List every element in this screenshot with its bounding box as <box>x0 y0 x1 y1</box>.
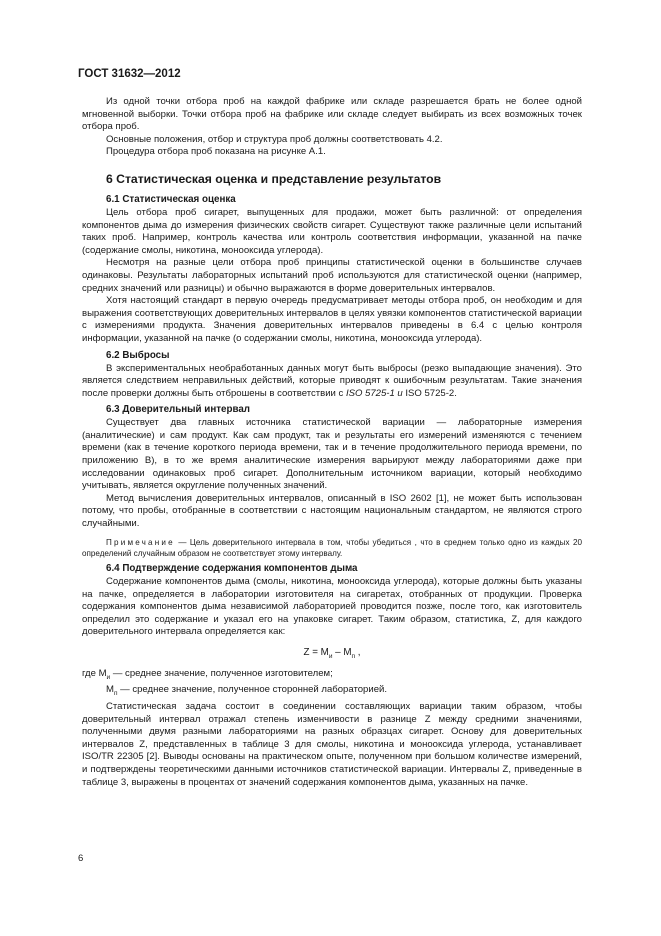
where-1-prefix: где M <box>82 667 107 679</box>
section-6-1-paragraph-2: Несмотря на разные цели отбора проб принципы статистической оценки в большинстве случаев одинаковы. Результаты лабораторных испытаний проб используются для статистической оценки (например, средних значений или разницы) и обычно выражаются в форме доверительных интервалов. <box>82 257 582 294</box>
page-content <box>82 96 582 789</box>
section-6-4-title: 6.4 Подтверждение содержания компонентов дыма <box>106 563 358 575</box>
section-6-3-paragraph-2: Метод вычисления доверительных интервалов, описанный в ISO 2602 [1], не может быть использован потому, что пробы, отобранные в соответствии с настоящим национальным стандартом, не являются строго случайными. <box>82 492 582 530</box>
formula-z <box>82 647 582 660</box>
where-1-sub: и <box>106 673 111 681</box>
where-2-prefix: M <box>106 684 114 696</box>
note-text: — Цель доверительного интервала в том, чтобы убедиться , что в среднем только одно из каждых 20 определений случайным образом не соответствует этому интервалу. <box>82 537 582 558</box>
formula-sub-2: п <box>351 652 356 660</box>
where-line-1 <box>82 668 582 685</box>
section-6-2-text-a: В экспериментальных необработанных данных могут быть выбросы (резко выпадающие значения). Это является следствием неправильных действий, которые приводят к ошибочным результатам. Такие значения после проверки должны быть отброшены в соответствии с <box>82 362 582 399</box>
section-6-1-paragraph-3: Хотя настоящий стандарт в первую очередь предусматривает методы отбора проб, он необходим и для выражения соответствующих доверительных интервалов в целях увязки компонентов статистической вариации с измерениями продукта. Значения доверительных интервалов приведены в 6.4 с целью контроля информации, указанной на пачке (о содержании смолы, никотина, монооксида углерода). <box>82 295 582 344</box>
section-6-3-note <box>82 537 582 559</box>
section-6-1-paragraph-1: Цель отбора проб сигарет, выпущенных для продажи, может быть различной: от определения компонентов дыма до измерения физических свойств сигарет. Существуют также различные цели испытаний таких проб. Например, контроль качества или контроль соответствия информации, указанной на пачке (содержание смолы, никотина, монооксида углерода). <box>82 206 582 256</box>
formula-mid: – M <box>332 647 352 658</box>
document-header: ГОСТ 31632—2012 <box>78 68 181 80</box>
note-label: Примечание <box>106 537 175 547</box>
intro-paragraph-2: Основные положения, отбор и структура проб должны соответствовать 4.2. <box>106 133 443 145</box>
where-1-text: — среднее значение, полученное изготовителем; <box>110 667 333 679</box>
iso-5725-1-reference: ISO 5725-1 и <box>345 387 403 399</box>
section-6-1-title: 6.1 Статистическая оценка <box>106 193 236 205</box>
where-2-sub: п <box>113 690 118 698</box>
section-6-2-paragraph-1 <box>82 363 582 401</box>
where-line-2 <box>82 684 582 701</box>
formula-sub-1: и <box>328 652 333 660</box>
where-2-text: — среднее значение, полученное сторонней лабораторией. <box>117 684 387 696</box>
formula-tail: , <box>355 647 361 658</box>
section-6-title: 6 Статистическая оценка и представление результатов <box>106 171 442 186</box>
section-6-2-text-b: ISO 5725-2. <box>402 387 457 399</box>
intro-paragraph-3: Процедура отбора проб показана на рисунке А.1. <box>106 146 326 158</box>
section-6-3-paragraph-1: Существует два главных источника статистической вариации — лабораторные измерения (аналитические) и сам продукт. Как сам продукт, так и результаты его измерений изменяются с течением времени (как в течение короткого периода времени, так и в течение продолжительного периода времени, по приложению В), в то же время аналитические измерения варьируют между лабораториями даже при исследовании одинаковых проб сигарет. Дополнительным источником вариации, который необходимо учитывать, является округление полученных значений. <box>82 417 582 492</box>
page-number: 6 <box>78 853 84 864</box>
section-6-4-paragraph-2: Статистическая задача состоит в соединении составляющих вариации таким образом, чтобы доверительный интервал отражал степень изменчивости в разнице Z между средними значениями, полученными двумя разными лабораториями на разных образцах сигарет. Основу для доверительных интервалов Z, представленных в таблице 3 для смолы, никотина и монооксида углерода, устанавливает ISO/TR 22305 [2]. Выводы основаны на практическом опыте, полученном при большом количестве измерений, и подтверждены теоретическими данными источников статистической вариации. Интервалы Z, приведенные в таблице 3, выражены в процентах от значений содержания компонентов дыма, указанных на пачке. <box>82 700 582 788</box>
section-6-3-title: 6.3 Доверительный интервал <box>106 404 251 416</box>
section-6-4-paragraph-1: Содержание компонентов дыма (смолы, никотина, монооксида углерода), которые должны быть указаны на пачке, определяется в лаборатории изготовителя на сигаретах, отобранных от продукции. Проверка содержания компонентов дыма независимой лабораторией проводится позже, после того, как изготовитель определил это содержание и указал его на упаковке сигарет. Таким образом, статистика, Z, для каждого доверительного интервала определяется как: <box>82 576 582 638</box>
section-6-2-title: 6.2 Выбросы <box>106 349 170 361</box>
formula-lhs: Z = M <box>303 647 329 658</box>
intro-paragraph-1: Из одной точки отбора проб на каждой фабрике или складе разрешается брать не более одной мгновенной выборки. Точки отбора проб на фабрике или складе следует выбирать из всех возможных точек отбора проб. <box>82 96 582 133</box>
